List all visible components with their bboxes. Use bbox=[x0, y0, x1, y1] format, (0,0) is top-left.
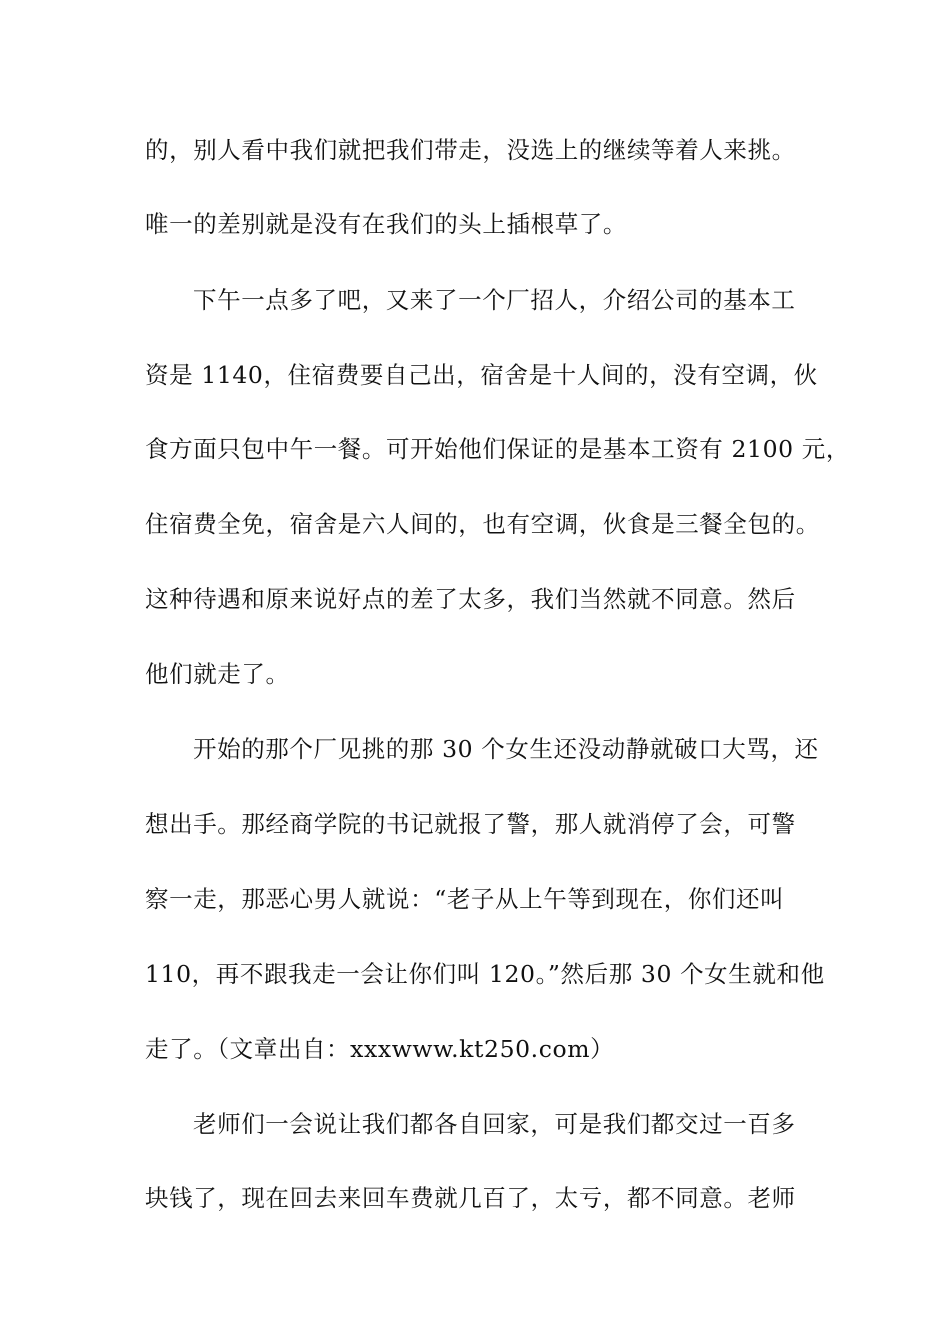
text-line: 唯一的差别就是没有在我们的头上插根草了。 bbox=[145, 210, 627, 238]
text-line: 走了。（文章出自：xxxwww.kt250.com） bbox=[145, 1035, 615, 1063]
text-line: 这种待遇和原来说好点的差了太多，我们当然就不同意。然后 bbox=[145, 585, 796, 613]
text-line: 想出手。那经商学院的书记就报了警，那人就消停了会，可警 bbox=[145, 810, 796, 838]
paragraph-start-line: 下午一点多了吧，又来了一个厂招人，介绍公司的基本工 bbox=[193, 286, 796, 314]
text-line: 110，再不跟我走一会让你们叫 120。”然后那 30 个女生就和他 bbox=[145, 960, 825, 988]
text-line: 块钱了，现在回去来回车费就几百了，太亏，都不同意。老师 bbox=[145, 1184, 796, 1212]
text-line: 的，别人看中我们就把我们带走，没选上的继续等着人来挑。 bbox=[145, 136, 796, 164]
paragraph-start-line: 老师们一会说让我们都各自回家，可是我们都交过一百多 bbox=[193, 1110, 796, 1138]
text-line: 资是 1140，住宿费要自己出，宿舍是十人间的，没有空调，伙 bbox=[145, 361, 818, 389]
text-line: 他们就走了。 bbox=[145, 660, 290, 688]
paragraph-start-line: 开始的那个厂见挑的那 30 个女生还没动静就破口大骂，还 bbox=[193, 735, 819, 763]
text-line: 住宿费全免，宿舍是六人间的，也有空调，伙食是三餐全包的。 bbox=[145, 510, 820, 538]
text-line: 食方面只包中午一餐。可开始他们保证的是基本工资有 2100 元， bbox=[145, 435, 850, 463]
text-line: 察一走，那恶心男人就说：“老子从上午等到现在，你们还叫 bbox=[145, 885, 785, 913]
